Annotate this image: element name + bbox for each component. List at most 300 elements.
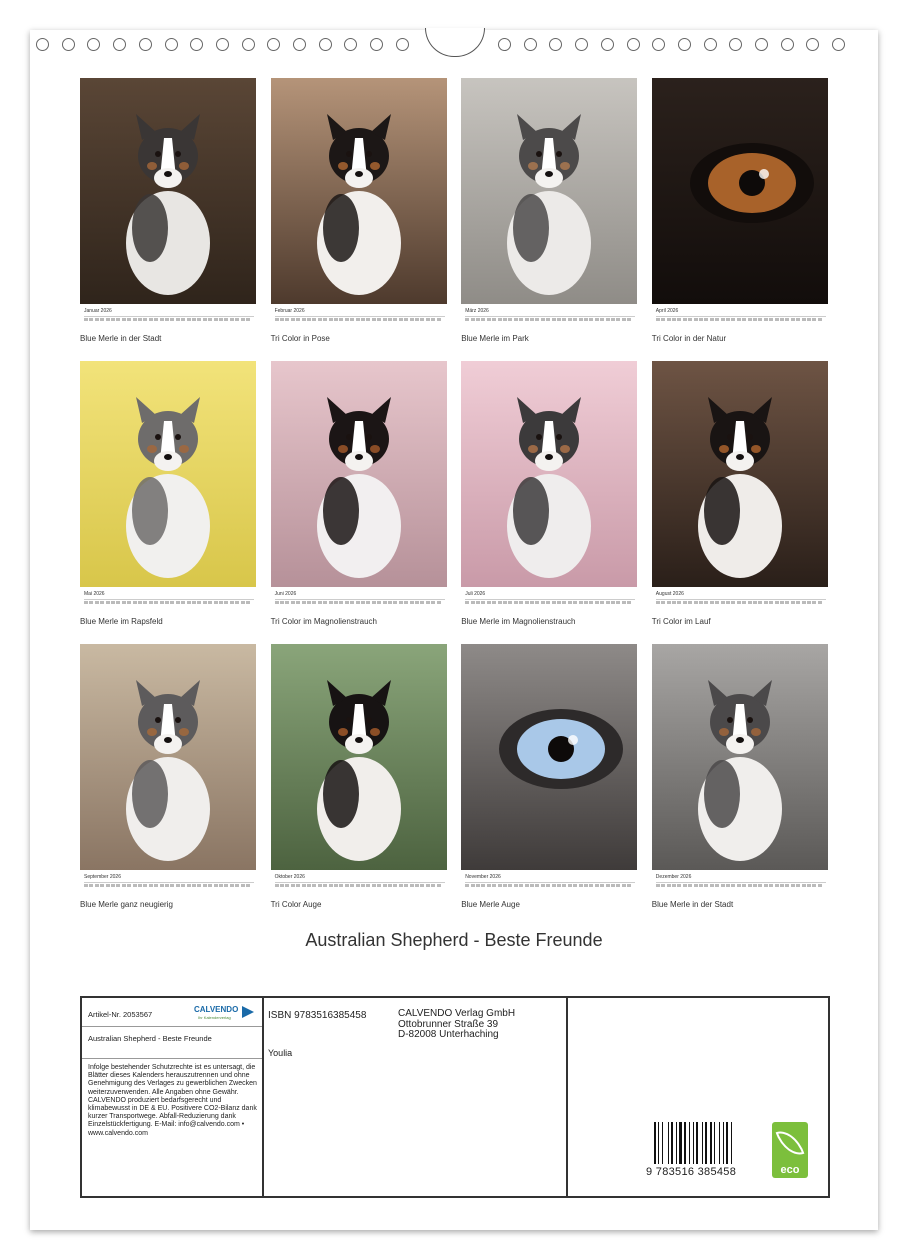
day-mark bbox=[197, 884, 201, 887]
day-mark bbox=[487, 318, 491, 321]
day-mark bbox=[399, 318, 403, 321]
binding-hole bbox=[344, 38, 357, 51]
day-mark bbox=[307, 318, 311, 321]
day-mark bbox=[372, 884, 376, 887]
day-mark bbox=[764, 884, 768, 887]
day-mark bbox=[498, 601, 502, 604]
day-mark bbox=[616, 884, 620, 887]
day-mark bbox=[197, 318, 201, 321]
day-mark bbox=[366, 601, 370, 604]
day-mark bbox=[420, 884, 424, 887]
day-mark bbox=[775, 884, 779, 887]
day-mark bbox=[748, 318, 752, 321]
day-mark bbox=[84, 884, 88, 887]
day-mark bbox=[230, 884, 234, 887]
day-mark bbox=[710, 601, 714, 604]
publisher-line: Ottobrunner Straße 39 bbox=[398, 1018, 499, 1030]
day-mark bbox=[100, 601, 104, 604]
day-mark bbox=[312, 601, 316, 604]
month-caption: Blue Merle ganz neugierig bbox=[80, 900, 173, 909]
day-mark bbox=[546, 601, 550, 604]
day-mark bbox=[420, 318, 424, 321]
month-caption: Blue Merle in der Stadt bbox=[80, 334, 162, 343]
day-mark bbox=[552, 884, 556, 887]
barcode-bar bbox=[710, 1122, 712, 1164]
barcode-bar bbox=[705, 1122, 707, 1164]
day-mark bbox=[627, 884, 631, 887]
day-mark bbox=[350, 884, 354, 887]
day-mark bbox=[791, 884, 795, 887]
day-mark bbox=[339, 318, 343, 321]
month-label: Januar 2026 bbox=[84, 308, 112, 314]
day-mark bbox=[383, 601, 387, 604]
day-mark bbox=[393, 601, 397, 604]
day-mark bbox=[410, 601, 414, 604]
day-mark bbox=[426, 601, 430, 604]
day-mark bbox=[235, 884, 239, 887]
day-mark bbox=[508, 318, 512, 321]
day-mark bbox=[329, 318, 333, 321]
day-mark bbox=[138, 601, 142, 604]
day-mark bbox=[291, 601, 295, 604]
day-mark bbox=[595, 601, 599, 604]
barcode-number: 9 783516 385458 bbox=[646, 1166, 737, 1178]
day-mark bbox=[465, 318, 469, 321]
day-mark bbox=[329, 601, 333, 604]
publisher-line: CALVENDO Verlag GmbH bbox=[398, 1008, 516, 1019]
day-mark bbox=[426, 318, 430, 321]
day-mark bbox=[100, 318, 104, 321]
day-mark bbox=[165, 318, 169, 321]
day-mark bbox=[318, 318, 322, 321]
day-mark bbox=[606, 318, 610, 321]
day-mark bbox=[584, 318, 588, 321]
eco-badge bbox=[772, 1122, 808, 1178]
barcode-bar bbox=[654, 1122, 656, 1164]
binding-hole bbox=[601, 38, 614, 51]
day-mark bbox=[302, 318, 306, 321]
day-mark bbox=[802, 601, 806, 604]
day-mark bbox=[688, 884, 692, 887]
leaf-icon bbox=[775, 1125, 804, 1160]
day-mark bbox=[667, 601, 671, 604]
month-caption: Tri Color im Lauf bbox=[651, 617, 711, 626]
barcode-bar bbox=[676, 1122, 677, 1164]
day-mark bbox=[503, 318, 507, 321]
day-mark bbox=[95, 601, 99, 604]
binding-hole bbox=[524, 38, 537, 51]
day-mark bbox=[514, 318, 518, 321]
day-mark bbox=[552, 601, 556, 604]
mini-calendar-strip bbox=[84, 882, 254, 891]
day-mark bbox=[361, 884, 365, 887]
day-mark bbox=[415, 601, 419, 604]
day-mark bbox=[812, 884, 816, 887]
day-mark bbox=[241, 601, 245, 604]
day-mark bbox=[235, 601, 239, 604]
barcode-bar bbox=[689, 1122, 690, 1164]
day-mark bbox=[410, 318, 414, 321]
day-mark bbox=[519, 601, 523, 604]
day-mark bbox=[122, 884, 126, 887]
month-photo bbox=[80, 644, 256, 870]
month-photo bbox=[271, 361, 447, 587]
day-mark bbox=[600, 601, 604, 604]
day-mark bbox=[95, 318, 99, 321]
day-mark bbox=[318, 601, 322, 604]
day-mark bbox=[775, 601, 779, 604]
day-mark bbox=[192, 318, 196, 321]
day-mark bbox=[758, 318, 762, 321]
day-mark bbox=[149, 884, 153, 887]
day-mark bbox=[622, 318, 626, 321]
day-mark bbox=[622, 884, 626, 887]
day-mark bbox=[742, 318, 746, 321]
day-mark bbox=[181, 601, 185, 604]
day-mark bbox=[764, 318, 768, 321]
day-mark bbox=[280, 318, 284, 321]
month-photo bbox=[80, 78, 256, 304]
day-mark bbox=[568, 884, 572, 887]
day-mark bbox=[530, 601, 534, 604]
day-mark bbox=[802, 318, 806, 321]
info-column-right bbox=[568, 998, 828, 1196]
day-mark bbox=[737, 601, 741, 604]
day-mark bbox=[154, 884, 158, 887]
mini-calendar-strip bbox=[656, 882, 826, 891]
day-mark bbox=[127, 884, 131, 887]
day-mark bbox=[785, 318, 789, 321]
day-mark bbox=[584, 884, 588, 887]
day-mark bbox=[476, 318, 480, 321]
day-mark bbox=[492, 884, 496, 887]
day-mark bbox=[476, 884, 480, 887]
day-mark bbox=[487, 601, 491, 604]
day-mark bbox=[214, 601, 218, 604]
day-mark bbox=[138, 884, 142, 887]
day-mark bbox=[350, 601, 354, 604]
day-mark bbox=[656, 601, 660, 604]
day-mark bbox=[187, 318, 191, 321]
day-mark bbox=[160, 601, 164, 604]
day-mark bbox=[535, 601, 539, 604]
day-mark bbox=[302, 884, 306, 887]
month-label: September 2026 bbox=[84, 874, 121, 880]
month-cell bbox=[461, 78, 637, 348]
month-caption: Tri Color in der Natur bbox=[651, 334, 727, 343]
binding-hole bbox=[242, 38, 255, 51]
day-mark bbox=[818, 601, 822, 604]
day-mark bbox=[404, 318, 408, 321]
day-mark bbox=[492, 601, 496, 604]
day-mark bbox=[230, 601, 234, 604]
day-mark bbox=[372, 601, 376, 604]
legal-notice: Infolge bestehender Schutzrechte ist es untersagt, die Blätter dieses Kalenders herauszutrennen und ohne Genehmigung des Verlages zu gewerblichen Zwecken weiterzuverwenden. Alle Angaben ohne Gewähr. CALVENDO produziert bedarfsgerecht und klimabewusst in DE & EU. Positivere CO2-Bilanz dank kurzer Transportwege. Abfall-Reduzierung dank Einzelstückfertigung. E-Mail: info@calvendo.com • www.calvendo.com bbox=[88, 1064, 257, 1137]
day-mark bbox=[627, 601, 631, 604]
day-mark bbox=[611, 601, 615, 604]
month-caption: Tri Color Auge bbox=[270, 900, 322, 909]
day-mark bbox=[431, 318, 435, 321]
day-mark bbox=[224, 601, 228, 604]
day-mark bbox=[818, 318, 822, 321]
day-mark bbox=[780, 601, 784, 604]
binding-hole bbox=[729, 38, 742, 51]
day-mark bbox=[154, 318, 158, 321]
binding-hole bbox=[549, 38, 562, 51]
day-mark bbox=[780, 318, 784, 321]
day-mark bbox=[111, 318, 115, 321]
barcode-bar bbox=[668, 1122, 669, 1164]
day-mark bbox=[192, 884, 196, 887]
day-mark bbox=[557, 318, 561, 321]
day-mark bbox=[361, 601, 365, 604]
day-mark bbox=[573, 601, 577, 604]
day-mark bbox=[415, 884, 419, 887]
day-mark bbox=[176, 884, 180, 887]
day-mark bbox=[471, 318, 475, 321]
day-mark bbox=[323, 318, 327, 321]
day-mark bbox=[192, 601, 196, 604]
day-mark bbox=[285, 318, 289, 321]
day-mark bbox=[812, 601, 816, 604]
day-mark bbox=[812, 318, 816, 321]
day-mark bbox=[420, 601, 424, 604]
day-mark bbox=[377, 318, 381, 321]
day-mark bbox=[334, 884, 338, 887]
day-mark bbox=[611, 884, 615, 887]
mini-calendar-strip bbox=[84, 599, 254, 608]
day-mark bbox=[721, 601, 725, 604]
day-mark bbox=[219, 884, 223, 887]
day-mark bbox=[699, 318, 703, 321]
isbn: ISBN 9783516385458 bbox=[268, 1010, 367, 1021]
day-mark bbox=[737, 318, 741, 321]
month-photo bbox=[652, 78, 828, 304]
binding-hole bbox=[165, 38, 178, 51]
day-mark bbox=[683, 318, 687, 321]
day-mark bbox=[742, 884, 746, 887]
day-mark bbox=[818, 884, 822, 887]
day-mark bbox=[595, 318, 599, 321]
month-cell bbox=[652, 361, 828, 631]
month-caption: Blue Merle im Park bbox=[461, 334, 529, 343]
page-title: Australian Shepherd - Beste Freunde bbox=[305, 930, 603, 950]
month-cell bbox=[80, 644, 256, 914]
day-mark bbox=[383, 884, 387, 887]
day-mark bbox=[296, 318, 300, 321]
day-mark bbox=[100, 884, 104, 887]
month-caption: Tri Color in Pose bbox=[270, 334, 330, 343]
day-mark bbox=[737, 884, 741, 887]
day-mark bbox=[89, 318, 93, 321]
day-mark bbox=[748, 601, 752, 604]
day-mark bbox=[753, 601, 757, 604]
binding-hole bbox=[293, 38, 306, 51]
day-mark bbox=[437, 601, 441, 604]
info-column-left bbox=[82, 998, 264, 1196]
day-mark bbox=[704, 884, 708, 887]
day-mark bbox=[710, 318, 714, 321]
day-mark bbox=[667, 318, 671, 321]
day-mark bbox=[275, 884, 279, 887]
day-mark bbox=[726, 884, 730, 887]
day-mark bbox=[519, 884, 523, 887]
binding-hole bbox=[396, 38, 409, 51]
day-mark bbox=[165, 884, 169, 887]
month-photo bbox=[271, 644, 447, 870]
day-mark bbox=[498, 884, 502, 887]
day-mark bbox=[285, 601, 289, 604]
barcode-bar bbox=[679, 1122, 682, 1164]
day-mark bbox=[600, 884, 604, 887]
day-mark bbox=[503, 884, 507, 887]
day-mark bbox=[219, 318, 223, 321]
day-mark bbox=[246, 601, 250, 604]
mini-calendar-strip bbox=[84, 316, 254, 325]
month-label: August 2026 bbox=[655, 591, 684, 597]
day-mark bbox=[552, 318, 556, 321]
day-mark bbox=[753, 884, 757, 887]
day-mark bbox=[764, 601, 768, 604]
day-mark bbox=[557, 601, 561, 604]
binding-hole bbox=[190, 38, 203, 51]
day-mark bbox=[437, 884, 441, 887]
day-mark bbox=[302, 601, 306, 604]
day-mark bbox=[471, 601, 475, 604]
day-mark bbox=[753, 318, 757, 321]
day-mark bbox=[388, 601, 392, 604]
day-mark bbox=[345, 884, 349, 887]
day-mark bbox=[481, 884, 485, 887]
day-mark bbox=[546, 318, 550, 321]
day-mark bbox=[498, 318, 502, 321]
day-mark bbox=[802, 884, 806, 887]
day-mark bbox=[562, 884, 566, 887]
binding-hole bbox=[652, 38, 665, 51]
day-mark bbox=[503, 601, 507, 604]
day-mark bbox=[361, 318, 365, 321]
day-mark bbox=[656, 884, 660, 887]
day-mark bbox=[84, 318, 88, 321]
day-mark bbox=[579, 884, 583, 887]
day-mark bbox=[176, 601, 180, 604]
day-mark bbox=[296, 601, 300, 604]
day-mark bbox=[525, 884, 529, 887]
day-mark bbox=[481, 601, 485, 604]
month-photo bbox=[461, 361, 637, 587]
day-mark bbox=[181, 884, 185, 887]
day-mark bbox=[280, 884, 284, 887]
eco-label: eco bbox=[780, 1164, 800, 1176]
day-mark bbox=[508, 884, 512, 887]
day-mark bbox=[89, 601, 93, 604]
day-mark bbox=[699, 601, 703, 604]
day-mark bbox=[589, 601, 593, 604]
day-mark bbox=[688, 601, 692, 604]
day-mark bbox=[471, 884, 475, 887]
day-mark bbox=[84, 601, 88, 604]
day-mark bbox=[807, 318, 811, 321]
day-mark bbox=[721, 884, 725, 887]
publisher-line: D-82008 Unterhaching bbox=[398, 1029, 499, 1040]
day-mark bbox=[377, 601, 381, 604]
day-mark bbox=[127, 601, 131, 604]
day-mark bbox=[748, 884, 752, 887]
day-mark bbox=[323, 601, 327, 604]
month-cell bbox=[80, 361, 256, 631]
day-mark bbox=[562, 601, 566, 604]
day-mark bbox=[203, 318, 207, 321]
day-mark bbox=[143, 318, 147, 321]
binding-hole bbox=[832, 38, 845, 51]
day-mark bbox=[807, 884, 811, 887]
day-mark bbox=[465, 884, 469, 887]
day-mark bbox=[514, 601, 518, 604]
month-cell bbox=[271, 644, 447, 914]
mini-calendar-strip bbox=[465, 599, 635, 608]
day-mark bbox=[410, 884, 414, 887]
month-cell bbox=[652, 78, 828, 348]
day-mark bbox=[366, 884, 370, 887]
day-mark bbox=[339, 884, 343, 887]
month-cell bbox=[461, 644, 637, 914]
day-mark bbox=[573, 884, 577, 887]
month-label: Dezember 2026 bbox=[655, 874, 692, 880]
day-mark bbox=[280, 601, 284, 604]
day-mark bbox=[530, 318, 534, 321]
binding-hole bbox=[627, 38, 640, 51]
day-mark bbox=[208, 601, 212, 604]
day-mark bbox=[312, 884, 316, 887]
day-mark bbox=[726, 601, 730, 604]
day-mark bbox=[677, 318, 681, 321]
month-photo bbox=[652, 361, 828, 587]
product-title: Australian Shepherd - Beste Freunde bbox=[88, 1034, 212, 1043]
day-mark bbox=[393, 884, 397, 887]
day-mark bbox=[622, 601, 626, 604]
day-mark bbox=[731, 601, 735, 604]
day-mark bbox=[181, 318, 185, 321]
article-number: Artikel-Nr. 2053567 bbox=[88, 1010, 153, 1019]
day-mark bbox=[111, 884, 115, 887]
barcode-bar bbox=[723, 1122, 724, 1164]
day-mark bbox=[404, 601, 408, 604]
publisher-address bbox=[398, 1009, 515, 1041]
day-mark bbox=[616, 601, 620, 604]
mini-calendar-strip bbox=[275, 316, 445, 325]
month-caption: Blue Merle Auge bbox=[461, 900, 520, 909]
day-mark bbox=[627, 318, 631, 321]
day-mark bbox=[661, 884, 665, 887]
calvendo-mark-icon bbox=[242, 1006, 254, 1018]
month-photo bbox=[80, 361, 256, 587]
day-mark bbox=[807, 601, 811, 604]
day-mark bbox=[329, 884, 333, 887]
day-mark bbox=[715, 601, 719, 604]
day-mark bbox=[546, 884, 550, 887]
month-label: Juni 2026 bbox=[274, 591, 297, 597]
day-mark bbox=[465, 601, 469, 604]
day-mark bbox=[203, 884, 207, 887]
day-mark bbox=[383, 318, 387, 321]
day-mark bbox=[143, 601, 147, 604]
day-mark bbox=[742, 601, 746, 604]
day-mark bbox=[796, 601, 800, 604]
barcode-bar bbox=[702, 1122, 703, 1164]
day-mark bbox=[530, 884, 534, 887]
day-mark bbox=[667, 884, 671, 887]
day-mark bbox=[356, 601, 360, 604]
